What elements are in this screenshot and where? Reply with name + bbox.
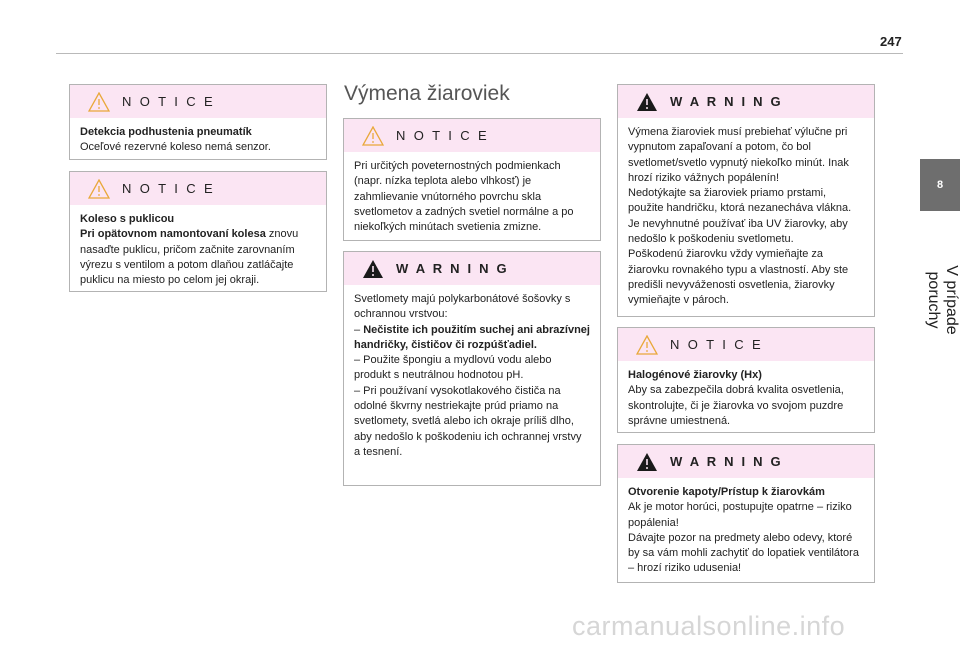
warning-dash: – <box>354 323 364 336</box>
notice-text: Oceľové rezervné koleso nemá senzor. <box>80 141 271 154</box>
warning-item: – Pri používaní vysokotlakového čističa na odolné škvrny nestriekajte prúd priamo na svetlomety, svetlá alebo ich okraje príliš dlho, aby nedošlo k poškodeniu ich ochrannej vrstvy a tesnení. <box>354 384 582 458</box>
warning-label: W A R N I N G <box>396 261 509 276</box>
notice-fogging <box>343 118 601 241</box>
warning-text: Svetlomety majú polykarbonátové šošovky s ochrannou vrstvou: <box>354 293 571 321</box>
warning-triangle-icon <box>636 452 658 472</box>
warning-bonnet <box>617 444 875 583</box>
warning-label: W A R N I N G <box>670 454 783 469</box>
chapter-tab[interactable]: 8 <box>920 159 960 211</box>
notice-label: N O T I C E <box>122 94 216 109</box>
warning-text: Poškodenú žiarovku vždy vymieňajte za žiarovku rovnakého typu a vlastností. Aby ste predišli nevyváženosti osvetlenia, žiarovky vymieňajte v pároch. <box>628 248 849 307</box>
warning-header <box>344 252 600 285</box>
notice-text: Pri určitých poveternostných podmienkach (napr. nízka teplota alebo vlhkosť) je zahmlievanie vnútorného povrchu skla svetlometov a zadných svetiel normálne a po niekoľkých minútach svetienia zmizne. <box>354 160 574 234</box>
warning-header <box>618 85 874 118</box>
warning-text: Výmena žiaroviek musí prebiehať výlučne pri vypnutom zapaľovaní a potom, čo bol svetlomet/svetlo vypnutý niekoľko minút. Inak hrozí riziko vážnych popálenín! <box>628 126 849 184</box>
notice-label: N O T I C E <box>396 128 490 143</box>
notice-text: Aby sa zabezpečila dobrá kvalita osvetlenia, skontrolujte, či je žiarovka vo svojom puzdre správne umiestnená. <box>628 384 844 427</box>
notice-heading: Detekcia podhustenia pneumatík <box>80 126 252 138</box>
caution-triangle-icon <box>88 179 110 199</box>
warning-text: Ak je motor horúci, postupujte opatrne – riziko popálenia! <box>628 501 852 529</box>
notice-text: znovu nasaďte puklicu, pričom začnite zarovnaním výrezu s ventilom a potom dlaňou zatláčajte puklicu na miesto po celom jej okraji. <box>80 228 299 287</box>
chapter-title: V prípade poruchy <box>925 265 960 335</box>
notice-tpms <box>69 84 327 160</box>
header-rule <box>56 53 903 54</box>
caution-triangle-icon <box>636 335 658 355</box>
warning-triangle-icon <box>362 259 384 279</box>
page-number: 247 <box>880 34 902 49</box>
caution-triangle-icon <box>88 92 110 112</box>
caution-triangle-icon <box>362 126 384 146</box>
warning-bulb-replacement <box>617 84 875 317</box>
notice-heading: Koleso s puklicou <box>80 213 175 225</box>
notice-header <box>70 172 326 205</box>
notice-header <box>618 328 874 361</box>
notice-label: N O T I C E <box>122 181 216 196</box>
notice-heading: Halogénové žiarovky (Hx) <box>628 369 762 381</box>
warning-label: W A R N I N G <box>670 94 783 109</box>
watermark: carmanualsonline.info <box>572 611 846 641</box>
warning-triangle-icon <box>636 92 658 112</box>
notice-wheel-trim <box>69 171 327 292</box>
warning-text: Nedotýkajte sa žiaroviek priamo prstami, použite handričku, ktorá nezanecháva vlákna. <box>628 187 852 215</box>
section-title: Výmena žiaroviek <box>344 82 510 105</box>
warning-header <box>618 445 874 478</box>
warning-bold-item: Nečistite ich použitím suchej ani abrazívnej handričky, čističov či rozpúšťadiel. <box>354 323 590 351</box>
notice-halogen <box>617 327 875 433</box>
notice-bold-text: Pri opätovnom namontovaní kolesa <box>80 228 266 241</box>
notice-label: N O T I C E <box>670 337 764 352</box>
warning-text: Dávajte pozor na predmety alebo odevy, ktoré by sa vám mohli zachytiť do lopatiek ventilátora – hrozí riziko udusenia! <box>628 531 859 575</box>
notice-header <box>70 85 326 118</box>
warning-polycarbonate <box>343 251 601 486</box>
warning-heading: Otvorenie kapoty/Prístup k žiarovkám <box>628 486 825 498</box>
warning-text: Je nevyhnutné používať iba UV žiarovky, aby nedošlo k poškodeniu svetlometu. <box>628 217 848 246</box>
notice-header <box>344 119 600 152</box>
warning-item: – Použite špongiu a mydlovú vodu alebo produkt s neutrálnou hodnotou pH. <box>354 354 552 382</box>
